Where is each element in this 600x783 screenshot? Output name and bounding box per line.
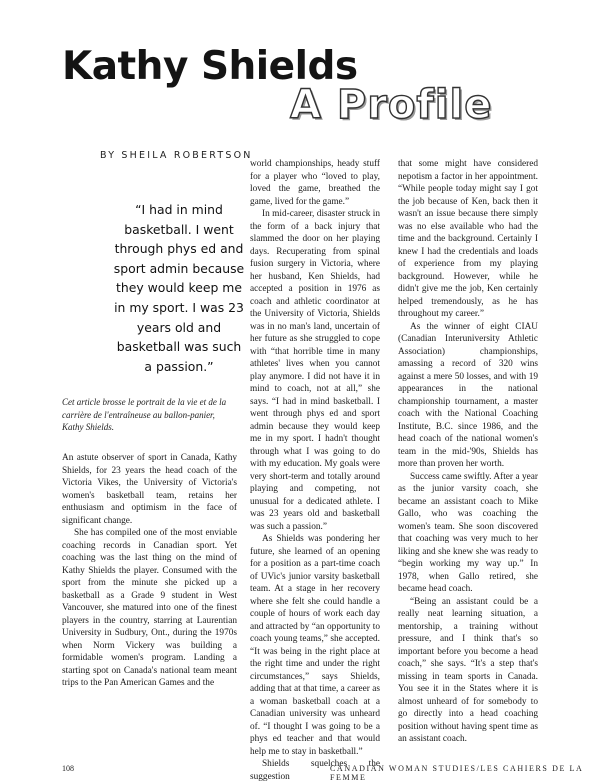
pull-quote: “I had in mind basketball. I went through phys ed and sport admin because they would keep me in my sport. I was 23 years old and basketball was such a passion.” [113,202,245,374]
body-paragraph: She has compiled one of the most enviable coaching records in Canadian sport. Yet coaching was the last thing on the mind of Kathy Shields the player. Consumed with the sport from the minute she picked up a basketball as a Grade 9 student in West Vancouver, she matured into one of the finest players in the country, starring at Laurentian University in Sudbury, Ont., during the 1970s when Norm Vickery was building a formidable women's program. Landing a starting spot on Canada's national team meant trips to the Pan American Games and the [62,528,237,688]
body-paragraph: Success came swiftly. After a year as the junior varsity coach, she became an assistant coach to Mike Gallo, who was coaching the women's team. She soon discovered that coaching was very much to her liking and she knew she was ready to “begin working my way up.” In 1978, when Gallo retired, she became head coach. [398,471,538,594]
byline: BY SHEILA ROBERTSON [100,150,253,161]
body-paragraph: As the winner of eight CIAU (Canadian Interuniversity Athletic Association) championships, amassing a record of 320 wins against a mere 50 losses, and with 19 appearances in the national championship tournament, a master coach with the National Coaching Institute, B.C. since 1986, and the head coach of the national women's team in the mid-'90s, Shields has more than proven her worth. [398,321,538,469]
body-paragraph: “Being an assistant could be a really neat learning situation, a mentorship, a training without pressure, and I think that's so important before you become a head coach,” she says. “It's a step that's missing in team sports in Canada. You see it in the States where it is almost unheard of for somebody to go directly into a head coaching position without having spent time as an assistant coach. [398,596,538,744]
body-paragraph: In mid-career, disaster struck in the form of a back injury that slammed the door on her playing days. Recuperating from spinal fusion surgery in Victoria, where her husband, Ken Shields, had accepted a position in 1976 as coach and athletic coordinator at the University of Victoria, Shields was in no man's land, uncertain of her future as she struggled to cope with “that horrible time in many athletes' lives when you cannot play anymore. I did not have it in mind to coach, not at all,” she says. “I had in mind basketball. I went through phys ed and sport admin because they would keep me in my sport. I hadn't thought through what I was going to do with my education. My goals were very short-term and totally around playing and competing, not unusual for a dedicated athlete. I was 23 years old and basketball was such a passion.” [250,209,380,532]
body-paragraph: As Shields was pondering her future, she learned of an opening for a position as a part-time coach of UVic's junior varsity basketball team. At a stage in her recovery where she felt she could handle a couple of hours of work each day and attracted by “an opportunity to coach young teams,” she accepted. “It was being in the right place at the right time and under the right circumstances,” says Shields, adding that at that time, a career as a woman basketball coach at a Canadian university was unheard of. “I thought I was going to be a phys ed teacher and that would help me to stay in basketball.” [250,534,380,757]
body-paragraph: world championships, heady stuff for a player who “loved to play, loved the game, breathed the game, lived for the game.” [250,159,380,207]
french-abstract: Cet article brosse le portrait de la vie et de la carrière de l'entraîneuse au ballon-panier, Kathy Shields. [62,397,227,432]
body-paragraph: Shields squelches the suggestion [250,759,380,782]
body-column-1 [62,452,237,762]
body-column-2 [250,158,380,782]
body-paragraph: that some might have considered nepotism a factor in her appointment. “While people today might say I got the job because of Ken, back then it wasn't an issue because there simply was no else available who had the time and the background. Certainly I knew I had the credentials and loads of experience from my playing background. However, while he didn't give me the job, Ken certainly helped tremendously, as he has throughout my career.” [398,159,538,319]
article-title: Kathy Shields [62,44,358,89]
body-column-3 [398,158,538,762]
page-number: 108 [62,764,74,773]
body-paragraph: An astute observer of sport in Canada, Kathy Shields, for 23 years the head coach of the Victoria Vikes, the University of Victoria's women's basketball team, retains her enthusiasm and optimism in the face of significant change. [62,453,237,526]
running-footer: CANADIAN WOMAN STUDIES/LES CAHIERS DE LA FEMME [330,764,583,782]
article-subtitle: A Profile [290,82,493,128]
